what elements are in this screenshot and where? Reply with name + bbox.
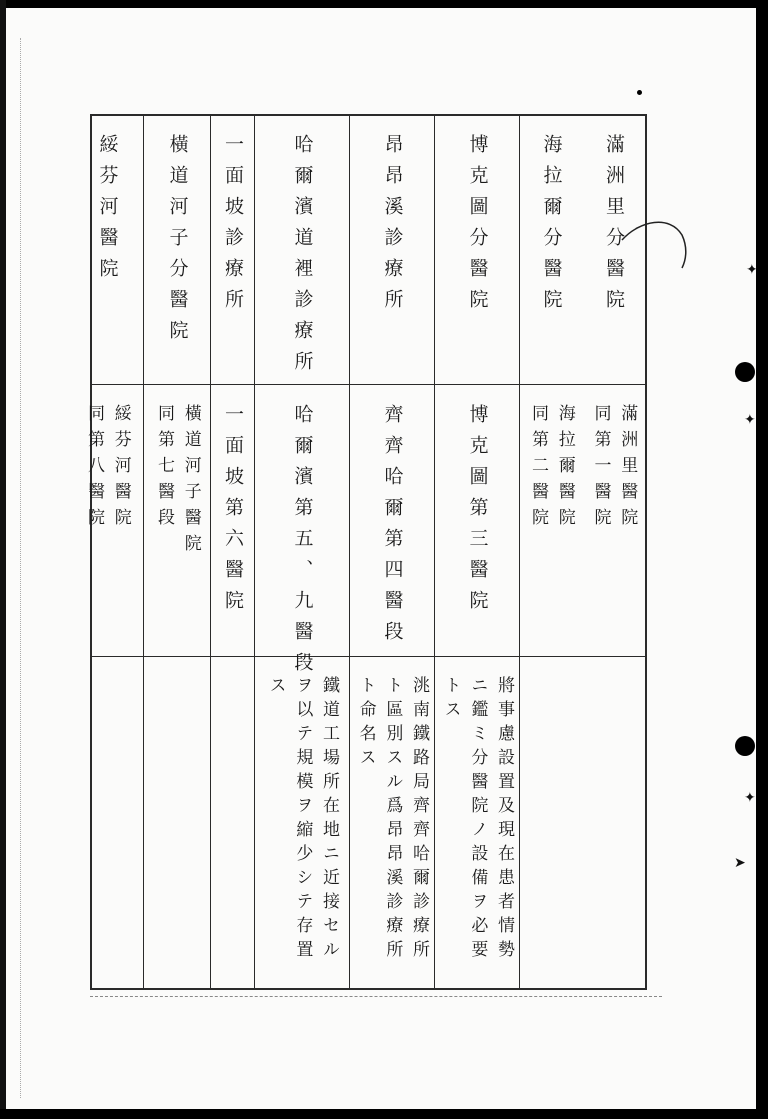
- vertical-text-line: ス: [265, 676, 286, 700]
- vertical-text-line: 同第七醫段: [154, 404, 174, 534]
- scan-border-right: [756, 0, 768, 1119]
- ink-dot: [637, 90, 642, 95]
- vertical-text-line: 綏芬河醫院: [96, 134, 119, 289]
- vertical-text-line: 哈爾濱道裡診療所: [291, 134, 314, 382]
- table-cell-remarks: [582, 658, 645, 988]
- vertical-text-line: 滿洲里醫院: [617, 404, 638, 534]
- table-cell-renamed: [144, 386, 210, 656]
- hospital-table: [84, 114, 647, 990]
- bottom-rule: [90, 996, 662, 997]
- table-cell-remarks: [71, 658, 143, 988]
- table-cell-remarks: [144, 658, 210, 988]
- vertical-text-line: 將事慮設置及現在患者情勢: [494, 676, 515, 964]
- vertical-text-line: ヲ以テ規模ヲ縮少シテ存置: [292, 676, 313, 964]
- binding-mark: ✦: [746, 262, 758, 278]
- table-cell-name: [71, 116, 143, 384]
- table-cell-name: [435, 116, 519, 384]
- vertical-text-line: 哈爾濱第五、九醫段: [291, 404, 314, 683]
- table-column: [434, 116, 519, 988]
- vertical-text-line: 橫道河子醫院: [180, 404, 201, 560]
- table-cell-name: [255, 116, 349, 384]
- vertical-text-line: 一面坡診療所: [221, 134, 244, 320]
- vertical-text-line: 同第二醫院: [528, 404, 548, 534]
- vertical-text-line: トス: [440, 676, 461, 724]
- table-cell-renamed: [520, 386, 582, 656]
- vertical-text-line: ト命名ス: [355, 676, 376, 772]
- scan-border-top: [0, 0, 768, 8]
- table-cell-name: [144, 116, 210, 384]
- table-cell-name: [350, 116, 434, 384]
- punch-hole-top: [735, 362, 755, 382]
- binding-mark: ➤: [734, 855, 746, 871]
- table-column: [349, 116, 434, 988]
- punch-hole-bottom: [735, 736, 755, 756]
- vertical-text-line: 一面坡第六醫院: [221, 404, 244, 621]
- table-column: [71, 116, 143, 988]
- vertical-text-line: 齊齊哈爾第四醫段: [381, 404, 404, 652]
- table-column: [519, 116, 582, 988]
- vertical-text-line: 海拉爾分醫院: [540, 134, 563, 320]
- vertical-text-line: 海拉爾醫院: [554, 404, 575, 534]
- table-cell-name: [520, 116, 582, 384]
- vertical-text-line: 洮南鐵路局齊齊哈爾診療所: [409, 676, 430, 964]
- vertical-text-line: 橫道河子分醫院: [166, 134, 189, 351]
- vertical-text-line: 昂昂溪診療所: [381, 134, 404, 320]
- vertical-text-line: 鐵道工場所在地ニ近接セル: [319, 676, 340, 964]
- pen-annotation: [620, 210, 690, 270]
- table-cell-remarks: [211, 658, 254, 988]
- table-cell-renamed: [211, 386, 254, 656]
- table-cell-remarks: [435, 658, 519, 988]
- scan-border-bottom: [0, 1109, 768, 1119]
- vertical-text-line: 滿洲里分醫院: [602, 134, 625, 320]
- vertical-text-line: 博克圖第三醫院: [466, 404, 489, 621]
- table-cell-renamed: [255, 386, 349, 683]
- binding-mark: ✦: [744, 412, 756, 428]
- vertical-text-line: 博克圖分醫院: [466, 134, 489, 320]
- table-cell-renamed: [350, 386, 434, 656]
- margin-guide: [20, 38, 21, 1098]
- table-cell-renamed: [71, 386, 143, 656]
- table-cell-remarks: [255, 658, 349, 988]
- table-column: [254, 116, 349, 988]
- table-cell-renamed: [582, 386, 645, 656]
- table-cell-name: [211, 116, 254, 384]
- table-column: [143, 116, 210, 988]
- table-cell-renamed: [435, 386, 519, 656]
- table-column: [210, 116, 254, 988]
- vertical-text-line: 同第一醫院: [590, 404, 611, 534]
- vertical-text-line: ト區別スル爲昂昂溪診療所: [382, 676, 403, 964]
- vertical-text-line: ニ鑑ミ分醫院ノ設備ヲ必要: [467, 676, 488, 964]
- vertical-text-line: 同第八醫院: [84, 404, 104, 534]
- table-cell-remarks: [520, 658, 582, 988]
- vertical-text-line: 綏芬河醫院: [110, 404, 131, 534]
- binding-mark: ✦: [744, 790, 756, 806]
- table-cell-remarks: [350, 658, 434, 988]
